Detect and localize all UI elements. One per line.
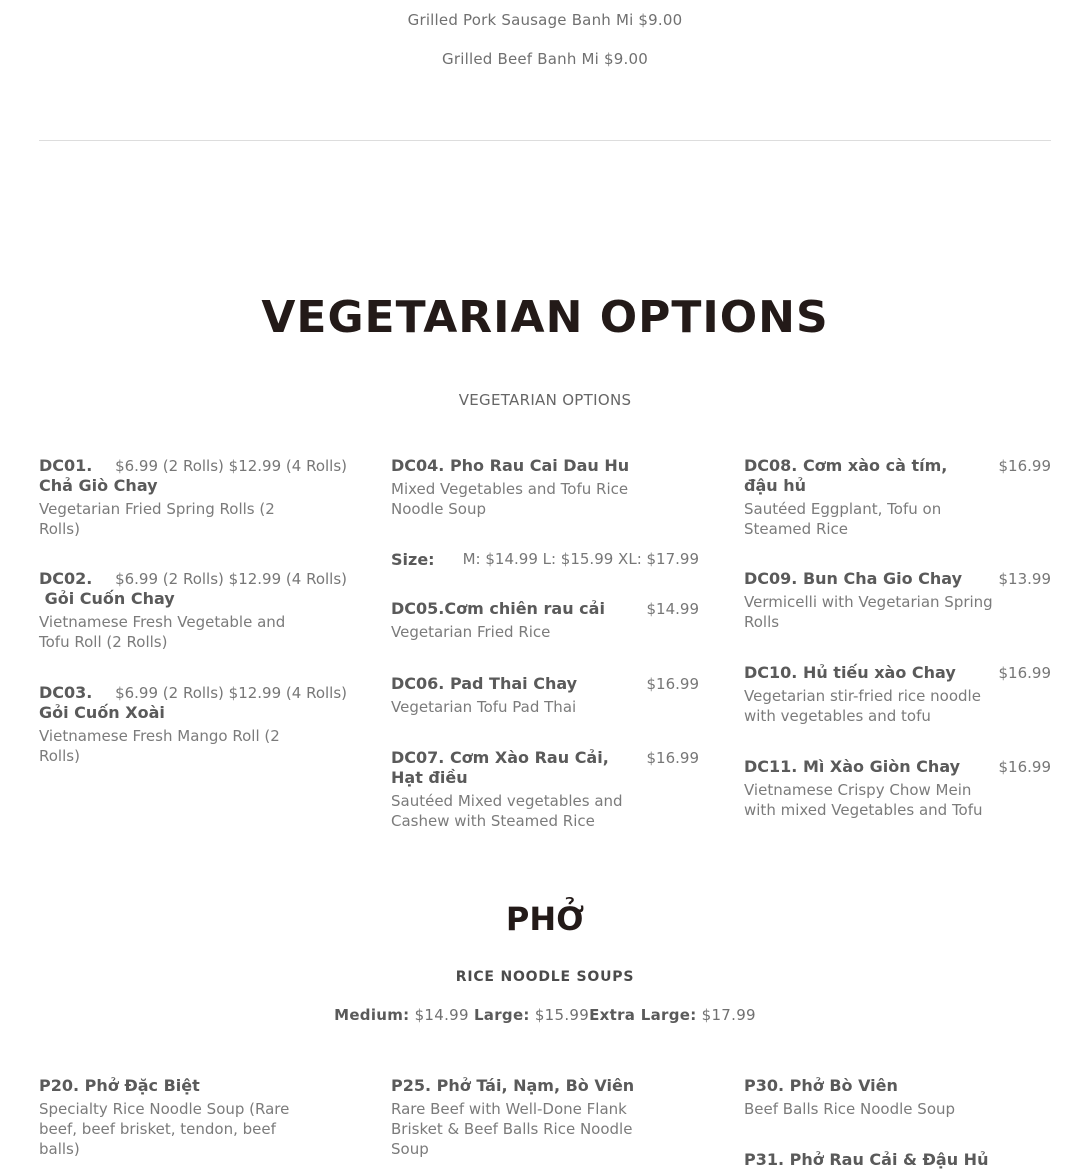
item-name: P20. Phở Đặc Biệt <box>39 1076 200 1095</box>
item-name: DC09. Bun Cha Gio Chay <box>744 569 963 588</box>
item-name: DC03. Gỏi Cuốn Xoài <box>39 683 165 722</box>
item-price: $16.99 <box>646 675 699 693</box>
menu-item-p20 <box>39 1076 339 1159</box>
menu-item-p30 <box>744 1076 1044 1119</box>
item-name: DC11. Mì Xào Giòn Chay <box>744 757 961 776</box>
size-large-price: $15.99 <box>534 1006 590 1024</box>
item-description: Vietnamese Fresh Mango Roll (2 Rolls) <box>39 727 280 765</box>
menu-item-dc11 <box>744 757 1051 820</box>
item-name: DC10. Hủ tiếu xào Chay <box>744 663 956 682</box>
size-label: Size: <box>391 550 435 569</box>
size-row <box>391 550 699 569</box>
size-xl-label: Extra Large: <box>589 1006 697 1024</box>
item-price: $13.99 <box>998 570 1051 588</box>
menu-item-dc02 <box>39 569 347 652</box>
item-description: Vegetarian Fried Spring Rolls (2 Rolls) <box>39 500 275 538</box>
item-price: $16.99 <box>998 664 1051 682</box>
menu-item-p31 <box>744 1150 1044 1170</box>
item-price: $16.99 <box>646 749 699 767</box>
item-description: Vermicelli with Vegetarian Spring Rolls <box>744 593 993 631</box>
item-description: Specialty Rice Noodle Soup (Rare beef, beef brisket, tendon, beef balls) <box>39 1100 290 1158</box>
item-price: $16.99 <box>998 758 1051 776</box>
menu-item-dc03 <box>39 683 347 766</box>
item-name: P25. Phở Tái, Nạm, Bò Viên <box>391 1076 635 1095</box>
item-description: Beef Balls Rice Noodle Soup <box>744 1100 956 1118</box>
menu-item-p25 <box>391 1076 691 1159</box>
item-price: $6.99 (2 Rolls) $12.99 (4 Rolls) <box>115 684 347 702</box>
item-name: DC02. Gỏi Cuốn Chay <box>39 569 175 608</box>
menu-line-pork-banh-mi: Grilled Pork Sausage Banh Mi $9.00 <box>407 11 683 29</box>
item-name: DC07. Cơm Xào Rau Cải, Hạt điều <box>391 748 609 787</box>
pho-subtitle: RICE NOODLE SOUPS <box>455 969 635 985</box>
menu-item-dc04 <box>391 456 699 519</box>
pho-title: PHỞ <box>505 900 585 938</box>
vegetarian-title: VEGETARIAN OPTIONS <box>261 292 829 343</box>
size-medium-label: Medium: <box>334 1006 410 1024</box>
item-name: P31. Phở Rau Cải & Đậu Hủ <box>744 1150 989 1169</box>
item-price: $14.99 <box>646 600 699 618</box>
item-description: Sautéed Eggplant, Tofu on Steamed Rice <box>744 500 942 538</box>
item-description: Sautéed Mixed vegetables and Cashew with Steamed Rice <box>391 792 623 830</box>
item-description: Vegetarian stir-fried rice noodle with vegetables and tofu <box>744 687 981 725</box>
item-description: Vietnamese Fresh Vegetable and Tofu Roll (2 Rolls) <box>39 613 286 651</box>
menu-item-dc08 <box>744 456 1051 539</box>
size-prices: M: $14.99 L: $15.99 XL: $17.99 <box>462 550 699 568</box>
size-large-label: Large: <box>473 1006 530 1024</box>
item-price: $16.99 <box>998 457 1051 475</box>
item-description: Vegetarian Tofu Pad Thai <box>391 698 577 716</box>
item-name: DC01. Chả Giò Chay <box>39 456 158 495</box>
menu-item-dc09 <box>744 569 1051 632</box>
section-divider <box>39 140 1051 141</box>
item-description: Vegetarian Fried Rice <box>391 623 551 641</box>
vegetarian-subtitle: VEGETARIAN OPTIONS <box>458 391 632 409</box>
menu-item-dc06 <box>391 674 699 717</box>
item-price: $6.99 (2 Rolls) $12.99 (4 Rolls) <box>115 457 347 475</box>
item-name: P30. Phở Bò Viên <box>744 1076 898 1095</box>
item-name: DC06. Pad Thai Chay <box>391 674 578 693</box>
item-price: $6.99 (2 Rolls) $12.99 (4 Rolls) <box>115 570 347 588</box>
menu-item-dc05 <box>391 599 699 642</box>
size-xl-price: $17.99 <box>701 1006 756 1024</box>
item-name: DC05.Cơm chiên rau cải <box>391 599 605 618</box>
item-description: Rare Beef with Well-Done Flank Brisket & Beef Balls Rice Noodle Soup <box>391 1100 633 1158</box>
pho-size-prices <box>0 1006 1090 1024</box>
menu-item-dc10 <box>744 663 1051 726</box>
item-description: Vietnamese Crispy Chow Mein with mixed Vegetables and Tofu <box>744 781 983 819</box>
menu-item-dc07 <box>391 748 699 831</box>
item-name: DC04. Pho Rau Cai Dau Hu <box>391 456 630 475</box>
item-name: DC08. Cơm xào cà tím, đậu hủ <box>744 456 948 495</box>
size-medium-price: $14.99 <box>414 1006 469 1024</box>
menu-line-beef-banh-mi: Grilled Beef Banh Mi $9.00 <box>442 50 648 68</box>
item-description: Mixed Vegetables and Tofu Rice Noodle Soup <box>391 480 629 518</box>
menu-item-dc01 <box>39 456 347 539</box>
